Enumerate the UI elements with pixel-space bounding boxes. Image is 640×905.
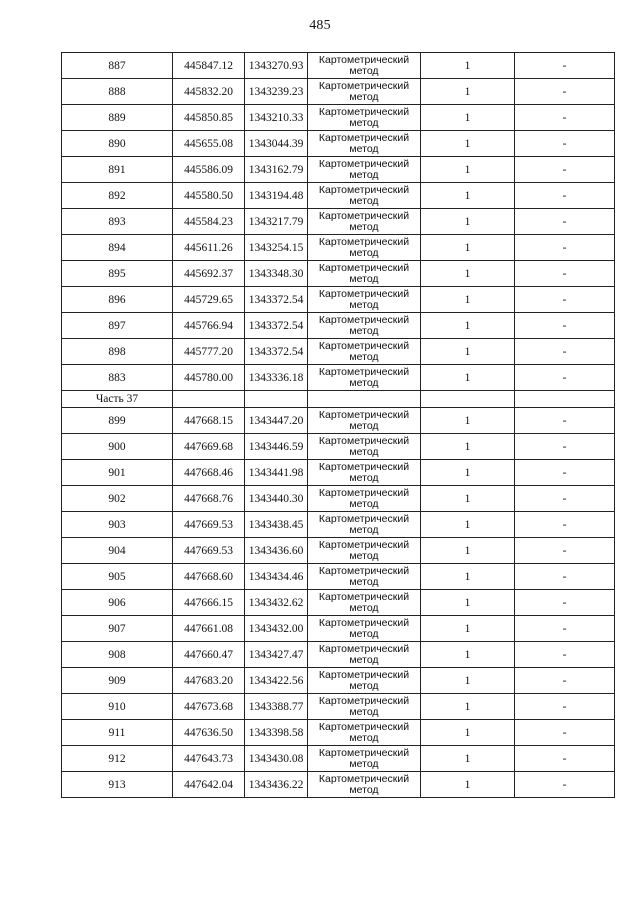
method-line-1: Картометрический: [318, 694, 410, 707]
x-coordinate-cell: 445847.12: [173, 53, 245, 79]
y-coordinate-cell: 1343162.79: [245, 157, 308, 183]
point-number-cell: 898: [62, 339, 173, 365]
method-line-2: метод: [349, 627, 379, 640]
table-row: [62, 512, 615, 538]
note-cell: -: [515, 131, 615, 157]
coordinates-table-body: [62, 53, 615, 798]
y-coordinate-cell: 1343217.79: [245, 209, 308, 235]
accuracy-cell: 1: [421, 642, 515, 668]
method-line-2: метод: [349, 445, 379, 458]
point-number-cell: 912: [62, 746, 173, 772]
x-coordinate-cell: 447668.60: [173, 564, 245, 590]
method-cell: [308, 668, 421, 694]
table-row: [62, 668, 615, 694]
accuracy-cell: 1: [421, 772, 515, 798]
method-cell: [308, 365, 421, 391]
x-coordinate-cell: 445780.00: [173, 365, 245, 391]
accuracy-cell: 1: [421, 53, 515, 79]
accuracy-cell: 1: [421, 79, 515, 105]
method-line-1: Картометрический: [318, 720, 410, 733]
point-number-cell: 911: [62, 720, 173, 746]
y-coordinate-cell: 1343044.39: [245, 131, 308, 157]
accuracy-cell: 1: [421, 235, 515, 261]
method-line-2: метод: [349, 783, 379, 796]
method-cell: [308, 746, 421, 772]
method-line-2: метод: [349, 757, 379, 770]
note-cell: -: [515, 668, 615, 694]
method-line-1: Картометрический: [318, 772, 410, 785]
note-cell: -: [515, 772, 615, 798]
x-coordinate-cell: 445586.09: [173, 157, 245, 183]
accuracy-cell: 1: [421, 486, 515, 512]
table-row: [62, 235, 615, 261]
method-cell: [308, 339, 421, 365]
method-line-2: метод: [349, 549, 379, 562]
accuracy-cell: 1: [421, 313, 515, 339]
point-number-cell: 902: [62, 486, 173, 512]
y-coordinate-cell: 1343434.46: [245, 564, 308, 590]
method-line-2: метод: [349, 376, 379, 389]
y-coordinate-cell: 1343254.15: [245, 235, 308, 261]
accuracy-cell: 1: [421, 694, 515, 720]
note-cell: -: [515, 746, 615, 772]
table-row: [62, 408, 615, 434]
table-row: [62, 183, 615, 209]
accuracy-cell: 1: [421, 538, 515, 564]
note-cell: -: [515, 261, 615, 287]
method-line-2: метод: [349, 246, 379, 259]
point-number-cell: 905: [62, 564, 173, 590]
method-line-1: Картометрический: [318, 183, 410, 196]
y-coordinate-cell: 1343270.93: [245, 53, 308, 79]
method-line-1: Картометрический: [318, 512, 410, 525]
method-line-1: Картометрический: [318, 313, 410, 326]
point-number-cell: 903: [62, 512, 173, 538]
table-row: [62, 720, 615, 746]
accuracy-cell: 1: [421, 460, 515, 486]
note-cell: -: [515, 365, 615, 391]
method-line-1: Картометрический: [318, 339, 410, 352]
accuracy-cell: 1: [421, 668, 515, 694]
x-coordinate-cell: 445832.20: [173, 79, 245, 105]
note-cell: -: [515, 486, 615, 512]
point-number-cell: 906: [62, 590, 173, 616]
x-coordinate-cell: 447668.15: [173, 408, 245, 434]
note-cell: -: [515, 538, 615, 564]
method-line-1: Картометрический: [318, 157, 410, 170]
table-row: [62, 209, 615, 235]
x-coordinate-cell: 447668.46: [173, 460, 245, 486]
y-coordinate-cell: 1343440.30: [245, 486, 308, 512]
table-row: [62, 261, 615, 287]
x-coordinate-cell: 445692.37: [173, 261, 245, 287]
x-coordinate-cell: 445850.85: [173, 105, 245, 131]
point-number-cell: 888: [62, 79, 173, 105]
method-line-2: метод: [349, 731, 379, 744]
x-coordinate-cell: 447668.76: [173, 486, 245, 512]
x-coordinate-cell: 447673.68: [173, 694, 245, 720]
y-coordinate-cell: 1343422.56: [245, 668, 308, 694]
method-line-1: Картометрический: [318, 261, 410, 274]
x-coordinate-cell: 445584.23: [173, 209, 245, 235]
accuracy-cell: 1: [421, 720, 515, 746]
method-line-1: Картометрический: [318, 53, 410, 66]
accuracy-cell: 1: [421, 183, 515, 209]
method-cell: [308, 512, 421, 538]
accuracy-cell: 1: [421, 590, 515, 616]
accuracy-cell: 1: [421, 408, 515, 434]
note-cell: -: [515, 564, 615, 590]
method-cell: [308, 313, 421, 339]
method-cell: [308, 772, 421, 798]
accuracy-cell: 1: [421, 209, 515, 235]
method-line-2: метод: [349, 64, 379, 77]
note-cell: -: [515, 434, 615, 460]
accuracy-cell: 1: [421, 261, 515, 287]
method-line-1: Картометрический: [318, 538, 410, 551]
y-coordinate-cell: 1343447.20: [245, 408, 308, 434]
method-line-1: Картометрический: [318, 668, 410, 681]
table-row: [62, 313, 615, 339]
x-coordinate-cell: 445729.65: [173, 287, 245, 313]
method-line-2: метод: [349, 142, 379, 155]
section-empty-cell: [245, 391, 308, 408]
y-coordinate-cell: 1343372.54: [245, 313, 308, 339]
point-number-cell: 897: [62, 313, 173, 339]
method-line-1: Картометрический: [318, 590, 410, 603]
point-number-cell: 887: [62, 53, 173, 79]
method-line-2: метод: [349, 575, 379, 588]
method-cell: [308, 235, 421, 261]
y-coordinate-cell: 1343372.54: [245, 339, 308, 365]
x-coordinate-cell: 445766.94: [173, 313, 245, 339]
note-cell: -: [515, 79, 615, 105]
note-cell: -: [515, 183, 615, 209]
point-number-cell: 901: [62, 460, 173, 486]
table-row: [62, 772, 615, 798]
x-coordinate-cell: 445655.08: [173, 131, 245, 157]
method-cell: [308, 183, 421, 209]
point-number-cell: 890: [62, 131, 173, 157]
point-number-cell: 894: [62, 235, 173, 261]
method-line-1: Картометрический: [318, 408, 410, 421]
table-row: [62, 746, 615, 772]
x-coordinate-cell: 447669.68: [173, 434, 245, 460]
table-row: [62, 642, 615, 668]
method-line-2: метод: [349, 705, 379, 718]
table-row: [62, 564, 615, 590]
method-line-2: метод: [349, 298, 379, 311]
note-cell: -: [515, 590, 615, 616]
method-line-1: Картометрический: [318, 365, 410, 378]
table-row: [62, 460, 615, 486]
note-cell: -: [515, 642, 615, 668]
y-coordinate-cell: 1343436.60: [245, 538, 308, 564]
y-coordinate-cell: 1343441.98: [245, 460, 308, 486]
point-number-cell: 893: [62, 209, 173, 235]
point-number-cell: 896: [62, 287, 173, 313]
method-cell: [308, 434, 421, 460]
y-coordinate-cell: 1343336.18: [245, 365, 308, 391]
note-cell: -: [515, 53, 615, 79]
method-line-2: метод: [349, 471, 379, 484]
x-coordinate-cell: 447661.08: [173, 616, 245, 642]
table-row: [62, 105, 615, 131]
y-coordinate-cell: 1343194.48: [245, 183, 308, 209]
y-coordinate-cell: 1343436.22: [245, 772, 308, 798]
y-coordinate-cell: 1343239.23: [245, 79, 308, 105]
method-line-1: Картометрический: [318, 79, 410, 92]
accuracy-cell: 1: [421, 564, 515, 590]
accuracy-cell: 1: [421, 339, 515, 365]
section-row: [62, 391, 615, 408]
point-number-cell: 891: [62, 157, 173, 183]
table-row: [62, 434, 615, 460]
method-line-1: Картометрический: [318, 486, 410, 499]
note-cell: -: [515, 209, 615, 235]
point-number-cell: 908: [62, 642, 173, 668]
note-cell: -: [515, 616, 615, 642]
table-row: [62, 131, 615, 157]
method-line-1: Картометрический: [318, 105, 410, 118]
method-cell: [308, 157, 421, 183]
method-cell: [308, 79, 421, 105]
note-cell: -: [515, 313, 615, 339]
method-cell: [308, 460, 421, 486]
method-cell: [308, 642, 421, 668]
point-number-cell: 900: [62, 434, 173, 460]
table-row: [62, 53, 615, 79]
method-line-1: Картометрический: [318, 564, 410, 577]
x-coordinate-cell: 447642.04: [173, 772, 245, 798]
accuracy-cell: 1: [421, 105, 515, 131]
section-empty-cell: [308, 391, 421, 408]
accuracy-cell: 1: [421, 287, 515, 313]
method-cell: [308, 105, 421, 131]
method-line-1: Картометрический: [318, 287, 410, 300]
method-cell: [308, 538, 421, 564]
method-line-1: Картометрический: [318, 434, 410, 447]
method-cell: [308, 720, 421, 746]
page-number: 485: [309, 18, 331, 33]
x-coordinate-cell: 445611.26: [173, 235, 245, 261]
point-number-cell: 892: [62, 183, 173, 209]
note-cell: -: [515, 157, 615, 183]
method-line-2: метод: [349, 679, 379, 692]
table-row: [62, 694, 615, 720]
method-cell: [308, 616, 421, 642]
table-row: [62, 157, 615, 183]
y-coordinate-cell: 1343210.33: [245, 105, 308, 131]
table-row: [62, 590, 615, 616]
method-line-1: Картометрический: [318, 616, 410, 629]
method-cell: [308, 694, 421, 720]
method-line-1: Картометрический: [318, 642, 410, 655]
section-empty-cell: [515, 391, 615, 408]
note-cell: -: [515, 339, 615, 365]
method-cell: [308, 131, 421, 157]
x-coordinate-cell: 445580.50: [173, 183, 245, 209]
method-line-1: Картометрический: [318, 460, 410, 473]
method-line-1: Картометрический: [318, 131, 410, 144]
accuracy-cell: 1: [421, 434, 515, 460]
accuracy-cell: 1: [421, 512, 515, 538]
point-number-cell: 910: [62, 694, 173, 720]
y-coordinate-cell: 1343430.08: [245, 746, 308, 772]
point-number-cell: 899: [62, 408, 173, 434]
note-cell: -: [515, 460, 615, 486]
table-row: [62, 538, 615, 564]
x-coordinate-cell: 447643.73: [173, 746, 245, 772]
y-coordinate-cell: 1343432.00: [245, 616, 308, 642]
method-line-2: метод: [349, 601, 379, 614]
y-coordinate-cell: 1343438.45: [245, 512, 308, 538]
method-line-2: метод: [349, 523, 379, 536]
accuracy-cell: 1: [421, 365, 515, 391]
method-line-2: метод: [349, 116, 379, 129]
table-row: [62, 616, 615, 642]
point-number-cell: 895: [62, 261, 173, 287]
accuracy-cell: 1: [421, 131, 515, 157]
section-label: Часть 37: [62, 391, 173, 408]
y-coordinate-cell: 1343432.62: [245, 590, 308, 616]
method-line-2: метод: [349, 653, 379, 666]
method-line-1: Картометрический: [318, 209, 410, 222]
note-cell: -: [515, 235, 615, 261]
point-number-cell: 889: [62, 105, 173, 131]
note-cell: -: [515, 408, 615, 434]
method-line-1: Картометрический: [318, 746, 410, 759]
y-coordinate-cell: 1343446.59: [245, 434, 308, 460]
method-cell: [308, 564, 421, 590]
note-cell: -: [515, 720, 615, 746]
method-line-2: метод: [349, 220, 379, 233]
point-number-cell: 904: [62, 538, 173, 564]
table-row: [62, 339, 615, 365]
method-cell: [308, 486, 421, 512]
method-cell: [308, 408, 421, 434]
method-cell: [308, 209, 421, 235]
method-line-2: метод: [349, 419, 379, 432]
method-line-2: метод: [349, 194, 379, 207]
section-empty-cell: [421, 391, 515, 408]
method-line-1: Картометрический: [318, 235, 410, 248]
x-coordinate-cell: 447660.47: [173, 642, 245, 668]
point-number-cell: 883: [62, 365, 173, 391]
table-row: [62, 287, 615, 313]
x-coordinate-cell: 447683.20: [173, 668, 245, 694]
point-number-cell: 913: [62, 772, 173, 798]
x-coordinate-cell: 447666.15: [173, 590, 245, 616]
x-coordinate-cell: 447636.50: [173, 720, 245, 746]
note-cell: -: [515, 105, 615, 131]
section-empty-cell: [173, 391, 245, 408]
method-cell: [308, 287, 421, 313]
method-line-2: метод: [349, 168, 379, 181]
accuracy-cell: 1: [421, 746, 515, 772]
method-line-2: метод: [349, 272, 379, 285]
table-row: [62, 79, 615, 105]
x-coordinate-cell: 447669.53: [173, 538, 245, 564]
table-row: [62, 486, 615, 512]
method-cell: [308, 53, 421, 79]
y-coordinate-cell: 1343427.47: [245, 642, 308, 668]
method-cell: [308, 590, 421, 616]
y-coordinate-cell: 1343388.77: [245, 694, 308, 720]
x-coordinate-cell: 445777.20: [173, 339, 245, 365]
point-number-cell: 909: [62, 668, 173, 694]
table-row: [62, 365, 615, 391]
note-cell: -: [515, 287, 615, 313]
y-coordinate-cell: 1343398.58: [245, 720, 308, 746]
y-coordinate-cell: 1343372.54: [245, 287, 308, 313]
method-cell: [308, 261, 421, 287]
method-line-2: метод: [349, 497, 379, 510]
method-line-2: метод: [349, 350, 379, 363]
point-number-cell: 907: [62, 616, 173, 642]
y-coordinate-cell: 1343348.30: [245, 261, 308, 287]
method-line-2: метод: [349, 324, 379, 337]
note-cell: -: [515, 512, 615, 538]
x-coordinate-cell: 447669.53: [173, 512, 245, 538]
method-line-2: метод: [349, 90, 379, 103]
accuracy-cell: 1: [421, 616, 515, 642]
note-cell: -: [515, 694, 615, 720]
coordinates-table: [61, 52, 615, 798]
accuracy-cell: 1: [421, 157, 515, 183]
